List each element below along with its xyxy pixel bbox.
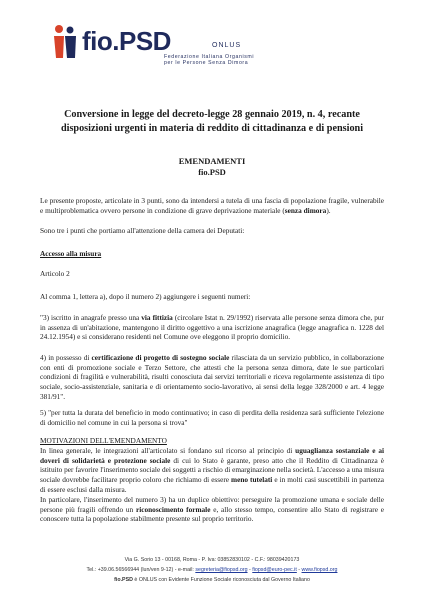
document-title (40, 108, 384, 136)
title-line-2: disposizioni urgenti in materia di reddito di cittadinanza e di pensioni (60, 123, 364, 134)
people-icon (52, 24, 78, 58)
title-line-1: Conversione in legge del decreto-legge 28 gennaio 2019, n. 4, recante (64, 109, 360, 120)
logo-wordmark: fio.PSD (82, 26, 171, 56)
footer-address: Via G. Sorio 13 - 00168, Roma - P. Iva: 03852830102 - C.F.: 98039420173 (124, 557, 300, 563)
intro-paragraph: Le presente proposte, articolate in 3 punti, sono da intendersi a tutela di una fascia di popolazione fragile, vulnerabile e multiproblematica ovvero persone in condizione di grave deprivazione materiale (senza dimora). (40, 196, 384, 215)
motivazioni-paragraph-1: In linea generale, le integrazioni all'articolato si fondano sul ricorso al principio di uguaglianza sostanziale e ai doveri di solidarietà e protezione sociale di cui lo Stato è garante, preso atto che il Reddito di Cittadinanza è istituito per favorire l'inserimento sociale dei soggetti a rischio di emarginazione nella società. L'accesso a una misura sociale dovrebbe facilitare proprio coloro che richiamo di essere meno tutelati e in molti casi suscettibili in partenza di essere esclusi dalla misura. (40, 446, 385, 494)
accesso-heading: Accesso alla misura (40, 249, 102, 258)
point-3-paragraph: "3) iscritto in anagrafe presso una via fittizia (circolare Istat n. 29/1992) riservata alle persone senza dimora che, pur in assenza di un'abitazione, mantengono il diritto oggettivo a una iscrizione anagrafica (legge anagrafica n. 1228 del 24.12.1954) e si considerano residenti nel Comune ove eleggono il proprio domicilio. (40, 313, 384, 342)
point-5-paragraph: 5) "per tutta la durata del beneficio in modo continuativo; in caso di perdita della residenza sarà sufficiente l'elezione di domicilio nel comune in cui la persona si trova" (40, 408, 384, 427)
emendamenti-heading (40, 156, 384, 178)
email-link-pec[interactable]: fiopsd@euro-pec.it (252, 567, 297, 573)
emendamenti-label: EMENDAMENTI (178, 156, 246, 166)
footer-onlus-note: fio.PSD è ONLUS con Evidente Funzione Sociale riconosciuta dal Governo Italiano (114, 577, 310, 583)
email-link-segreteria[interactable]: segreteria@fiopsd.org (195, 567, 248, 573)
three-points-line: Sono tre i punti che portiamo all'attenzione della camera dei Deputati: (40, 226, 245, 235)
point-4-paragraph: 4) in possesso di certificazione di progetto di sostegno sociale rilasciata da un servizio pubblico, in collaborazione con enti di promozione sociale e Terzo Settore, che attesti che la persona senza dimora, date le sue particolari condizioni di fragilità e vulnerabilità, risulti conosciuta dai servizi territoriali e riceva regolarmente assistenza di tipo sociale, socio-assistenziale, sanitaria e di orientamento socio-lavorativo, ai sensi della legge 328/2000 e art. 4 legge 381/91". (40, 353, 384, 401)
comma-line: Al comma 1, lettera a), dopo il numero 2) aggiungere i seguenti numeri: (40, 292, 251, 301)
footer-contacts: Tel.: +39.06.56566944 (lun/ven 9-12) - e-mail: segreteria@fiopsd.org - fiopsd@euro-pec.it - www.fiopsd.org (86, 567, 338, 573)
motivazioni-heading: MOTIVAZIONI DELL'EMENDAMENTO (40, 436, 167, 445)
website-link[interactable]: www.fiopsd.org (301, 567, 338, 573)
motivazioni-paragraph-2: In particolare, l'inserimento del numero 3) ha un duplice obiettivo: perseguire la promozione umana e sociale delle persone più fragili offrendo un riconoscimento formale e, allo stesso tempo, consentire allo Stato di registrare e conoscere tutta la popolazione stabilmente presente sul proprio territorio. (40, 495, 384, 524)
logo-subtitle-2: per le Persone Senza Dimora (164, 60, 249, 66)
articolo-label: Articolo 2 (40, 269, 70, 278)
emendamenti-org: fio.PSD (198, 167, 226, 177)
logo-onlus: ONLUS (212, 42, 242, 49)
logo-subtitle-1: Federazione Italiana Organismi (164, 54, 255, 60)
logo (52, 22, 312, 64)
